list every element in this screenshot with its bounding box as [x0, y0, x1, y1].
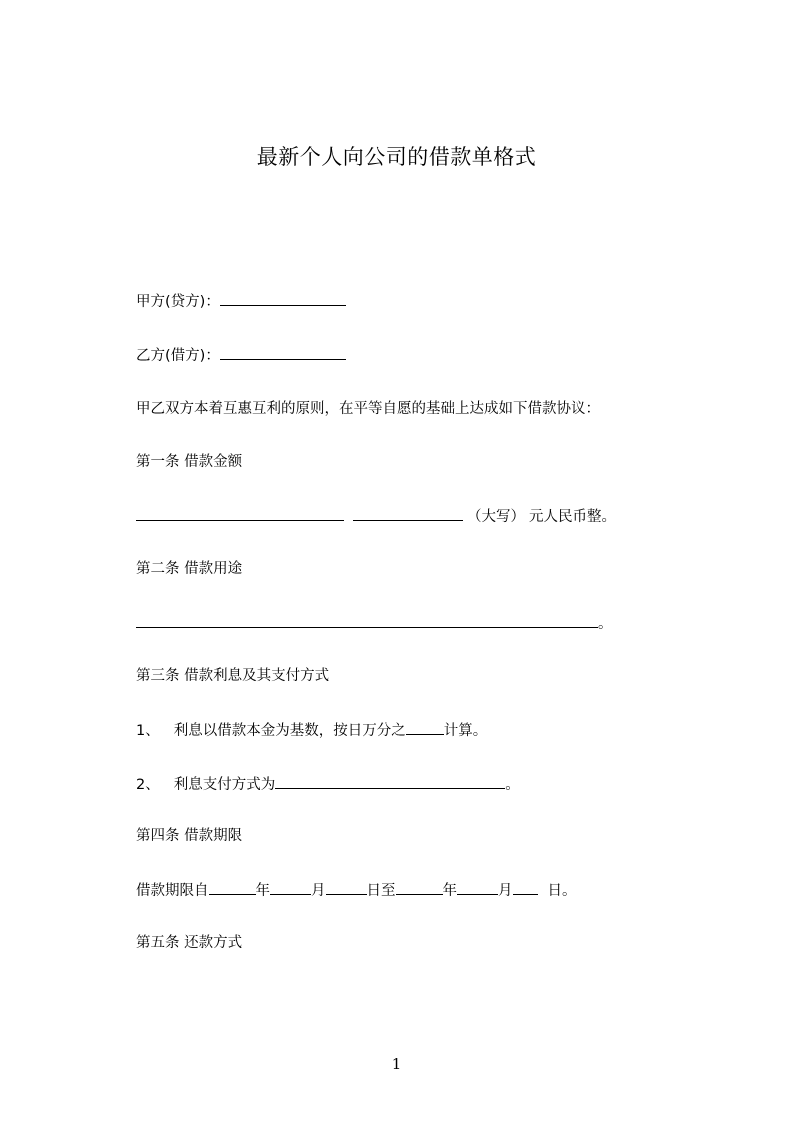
page-number: 1	[391, 1055, 402, 1073]
article-5-heading: 第五条 还款方式	[136, 935, 243, 951]
end-month-blank[interactable]	[457, 880, 498, 895]
party-a-blank[interactable]	[220, 291, 346, 306]
interest-rate-item	[136, 720, 487, 741]
end-day-label: 日。	[547, 883, 577, 899]
article-1-amount-line	[136, 506, 616, 527]
start-year-blank[interactable]	[209, 880, 256, 895]
item-1-number: 1、	[136, 723, 160, 739]
party-a-label: 甲方(贷方)：	[136, 294, 220, 310]
interest-payment-end: 。	[505, 777, 520, 793]
intro-paragraph: 甲乙双方本着互惠互利的原则，在平等自愿的基础上达成如下借款协议：	[136, 401, 600, 417]
article-1-heading: 第一条 借款金额	[136, 454, 243, 470]
party-b-line	[136, 345, 346, 366]
end-year-label: 年	[442, 883, 457, 899]
amount-suffix: 元人民币整。	[529, 509, 616, 525]
period-prefix: 借款期限自	[136, 883, 209, 899]
interest-payment-blank[interactable]	[275, 774, 505, 789]
interest-rate-blank[interactable]	[406, 720, 444, 735]
interest-rate-end: 计算。	[443, 723, 488, 739]
daxie-label: （大写）	[467, 509, 525, 525]
article-2-purpose-line	[136, 613, 613, 634]
article-4-heading: 第四条 借款期限	[136, 828, 243, 844]
purpose-blank[interactable]	[136, 613, 598, 628]
interest-rate-text: 利息以借款本金为基数，按日万分之	[173, 723, 406, 739]
purpose-end: 。	[598, 616, 613, 632]
amount-number-blank[interactable]	[136, 506, 344, 521]
article-2-heading: 第二条 借款用途	[136, 561, 243, 577]
start-month-blank[interactable]	[270, 880, 311, 895]
start-day-label: 日至	[366, 883, 396, 899]
interest-payment-item	[136, 774, 520, 795]
document-title: 最新个人向公司的借款单格式	[256, 145, 537, 169]
start-day-blank[interactable]	[326, 880, 367, 895]
start-month-label: 月	[311, 883, 326, 899]
amount-words-blank[interactable]	[353, 506, 463, 521]
party-b-label: 乙方(借方)：	[136, 348, 220, 364]
start-year-label: 年	[255, 883, 270, 899]
loan-period-line	[136, 880, 577, 901]
end-month-label: 月	[498, 883, 513, 899]
item-2-number: 2、	[136, 777, 160, 793]
end-day-blank[interactable]	[513, 880, 538, 895]
party-b-blank[interactable]	[220, 345, 346, 360]
party-a-line	[136, 291, 346, 312]
interest-payment-text: 利息支付方式为	[173, 777, 276, 793]
end-year-blank[interactable]	[396, 880, 443, 895]
article-3-heading: 第三条 借款利息及其支付方式	[136, 668, 330, 684]
